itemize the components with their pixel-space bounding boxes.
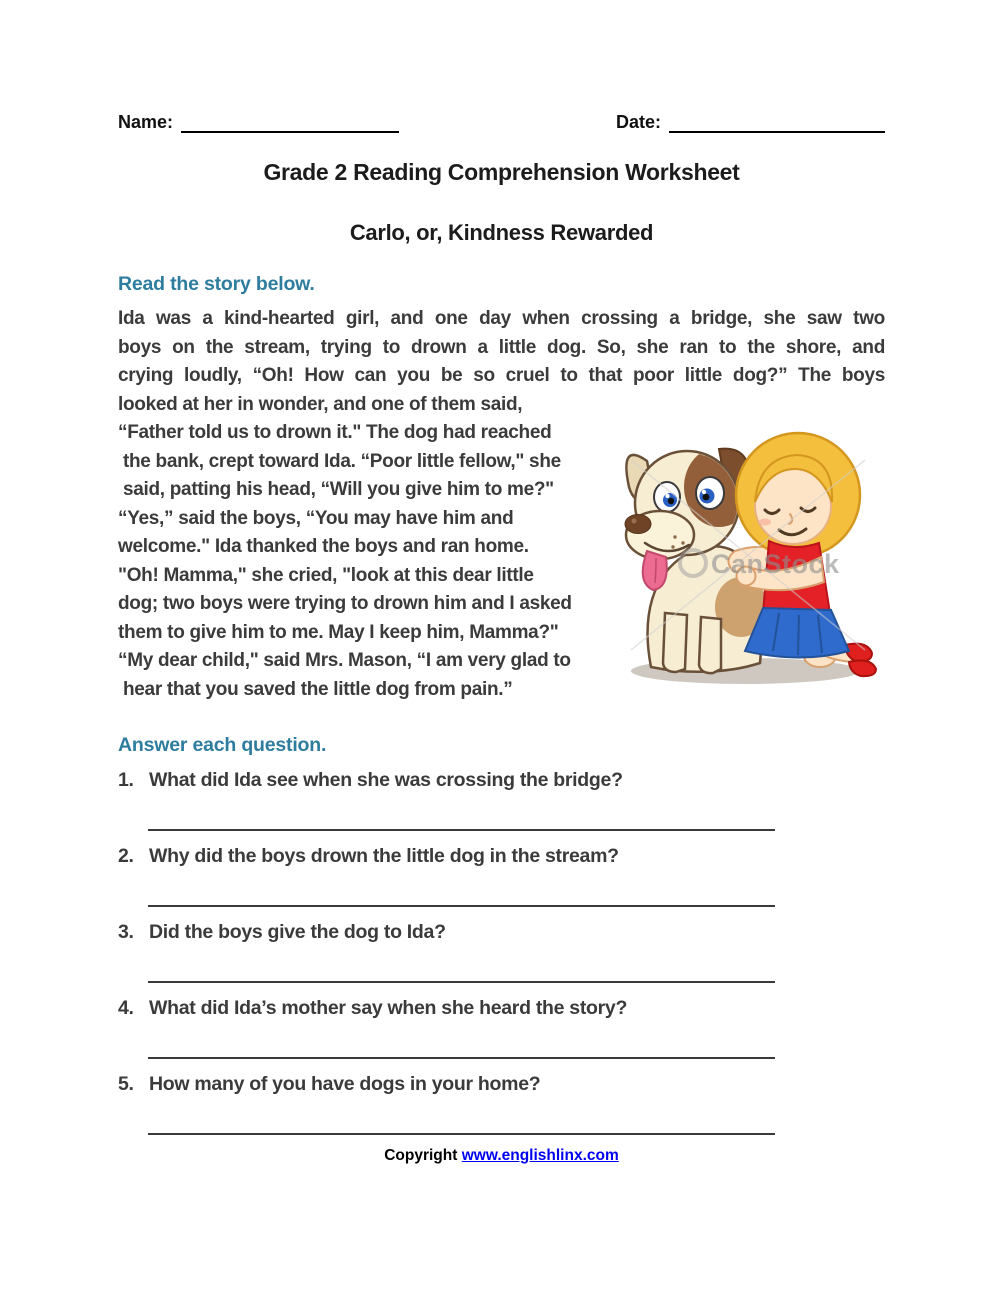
- question-item: [118, 767, 885, 831]
- copyright-link[interactable]: www.englishlinx.com: [461, 1147, 619, 1164]
- question-text: Did the boys give the dog to Ida?: [149, 921, 446, 943]
- question-item: [118, 995, 885, 1059]
- answer-blank-line: [148, 905, 775, 907]
- story-line: Ida was a kind-hearted girl, and one day when crossing a bridge, she saw two: [118, 308, 885, 329]
- nose-highlight: [632, 519, 637, 524]
- dog-nose: [625, 515, 651, 534]
- question-text: What did Ida see when she was crossing the bridge?: [149, 769, 623, 791]
- question-number: 2.: [118, 845, 134, 867]
- story-line: hear that you saved the little dog from pain.”: [118, 678, 513, 700]
- story-line: welcome." Ida thanked the boys and ran home.: [118, 536, 529, 557]
- freckle: [681, 541, 684, 544]
- dog-tongue: [643, 551, 667, 590]
- name-group: [118, 112, 399, 133]
- story-heading: Read the story below.: [118, 273, 315, 295]
- story-row: [118, 419, 885, 704]
- footer: [118, 1147, 885, 1165]
- question-number: 1.: [118, 769, 134, 791]
- story-line: “Father told us to drown it." The dog had reached: [118, 422, 552, 443]
- story-line: looked at her in wonder, and one of them said,: [118, 393, 523, 415]
- questions-heading: Answer each question.: [118, 734, 327, 756]
- answer-blank-line: [148, 981, 775, 983]
- freckle: [671, 545, 674, 548]
- question-text: Why did the boys drown the little dog in the stream?: [149, 845, 619, 867]
- story-line: dog; two boys were trying to drown him and I asked: [118, 593, 572, 614]
- eye-highlight: [665, 494, 669, 498]
- story-line: crying loudly, “Oh! How can you be so cruel to that poor little dog?” The boys: [118, 365, 885, 386]
- skirt-pleat: [798, 615, 799, 655]
- question-item: [118, 1071, 885, 1135]
- story-line: boys on the stream, trying to drown a little dog. So, she ran to the shore, and: [118, 336, 885, 358]
- answer-blank-line: [148, 829, 775, 831]
- story-text-column: [118, 419, 613, 704]
- copyright-label: Copyright: [384, 1147, 462, 1164]
- story-intro: [118, 305, 885, 419]
- story-illustration: [613, 405, 885, 697]
- story-line: “Yes,” said the boys, “You may have him and: [118, 507, 514, 529]
- question-number: 4.: [118, 997, 134, 1019]
- page-title: Grade 2 Reading Comprehension Worksheet: [263, 159, 740, 185]
- name-blank-line: [181, 113, 399, 133]
- girl-hugging-dog-illustration: [613, 405, 885, 697]
- question-text: How many of you have dogs in your home?: [149, 1073, 541, 1095]
- answer-blank-line: [148, 1057, 775, 1059]
- question-item: [118, 843, 885, 907]
- story-line: said, patting his head, “Will you give him to me?": [118, 479, 554, 500]
- story-line: them to give him to me. May I keep him, Mamma?": [118, 621, 559, 643]
- question-item: [118, 919, 885, 983]
- date-label: Date:: [615, 112, 661, 132]
- canstock-watermark: CanStock: [711, 549, 840, 579]
- answer-blank-line: [148, 1133, 775, 1135]
- name-label: Name:: [118, 112, 174, 132]
- story-line: "Oh! Mamma," she cried, "look at this dear little: [118, 564, 534, 586]
- name-date-row: [118, 112, 885, 133]
- story-line: “My dear child," said Mrs. Mason, “I am very glad to: [118, 650, 571, 671]
- question-number: 5.: [118, 1073, 134, 1095]
- page-subtitle: Carlo, or, Kindness Rewarded: [349, 220, 654, 245]
- date-blank-line: [669, 113, 885, 133]
- girl-skirt: [745, 608, 849, 658]
- dog-pupil: [703, 494, 710, 501]
- question-number: 3.: [118, 921, 134, 943]
- blush: [759, 519, 771, 526]
- story-line: the bank, crept toward Ida. “Poor little fellow," she: [118, 450, 561, 472]
- dog-front-leg: [699, 617, 721, 673]
- eye-highlight: [702, 490, 706, 494]
- date-group: [616, 112, 885, 133]
- freckle: [673, 535, 676, 538]
- question-text: What did Ida’s mother say when she heard the story?: [149, 997, 628, 1019]
- dog-pupil: [668, 498, 674, 504]
